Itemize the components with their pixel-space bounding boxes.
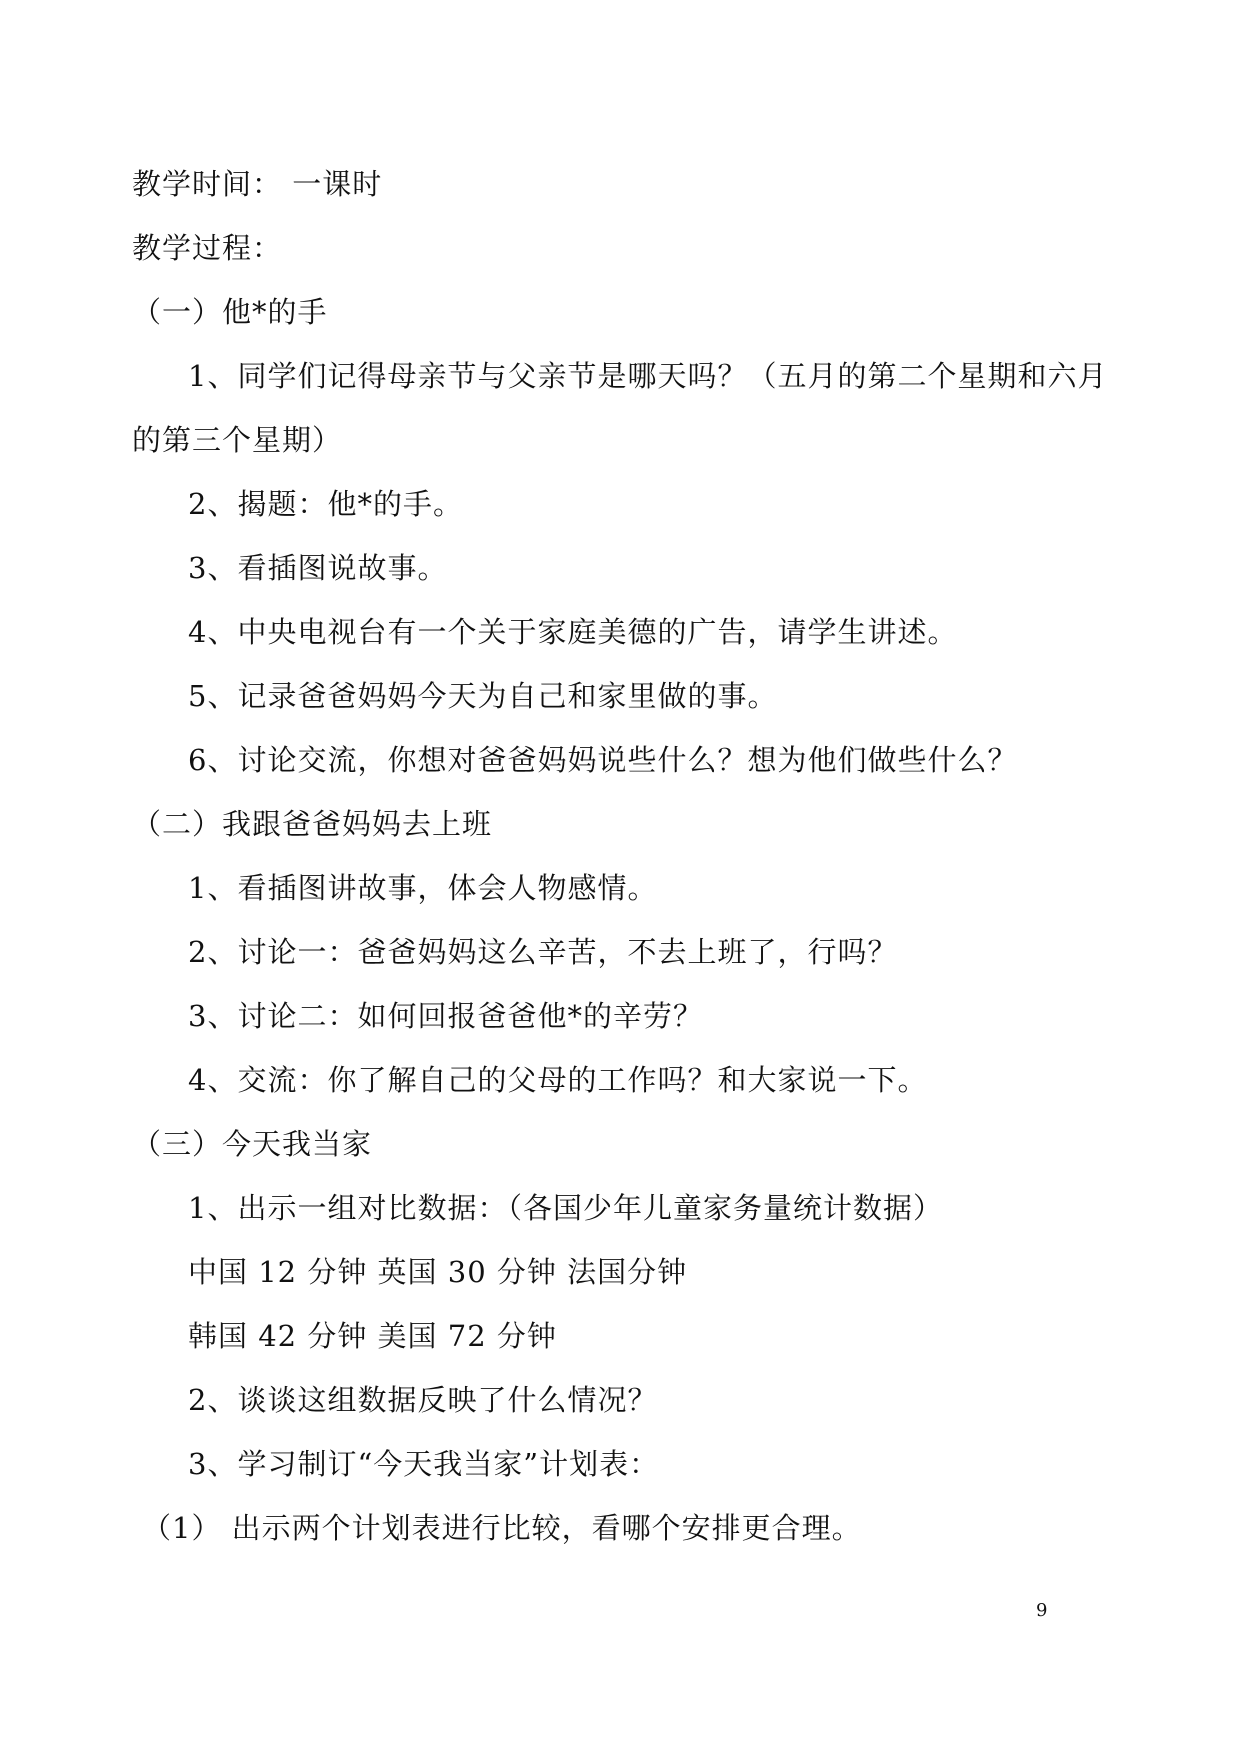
section-two-item-1: 1、看插图讲故事，体会人物感情。: [188, 871, 658, 905]
page-number: 9: [1036, 1600, 1048, 1621]
teaching-process-heading: 教学过程：: [132, 231, 283, 265]
section-one-heading: （一）他*的手: [132, 295, 328, 329]
teaching-time-line: 教学时间： 一课时: [132, 167, 383, 201]
section-one-item-5: 5、记录爸爸妈妈今天为自己和家里做的事。: [188, 679, 778, 713]
section-one-item-2: 2、揭题：他*的手。: [188, 487, 463, 521]
data-row-2: 韩国 42 分钟 美国 72 分钟: [188, 1319, 557, 1353]
section-three-heading: （三）今天我当家: [132, 1127, 373, 1161]
section-one-item-6: 6、讨论交流，你想对爸爸妈妈说些什么？想为他们做些什么？: [188, 743, 1018, 777]
section-one-item-1-continued: 的第三个星期）: [132, 423, 343, 457]
data-row-1: 中国 12 分钟 英国 30 分钟 法国分钟: [188, 1255, 688, 1289]
section-one-item-4: 4、中央电视台有一个关于家庭美德的广告，请学生讲述。: [188, 615, 958, 649]
section-two-item-3: 3、讨论二：如何回报爸爸他*的辛劳？: [188, 999, 703, 1033]
section-one-item-3: 3、看插图说故事。: [188, 551, 448, 585]
section-three-item-3: 3、学习制订“今天我当家”计划表：: [188, 1447, 660, 1481]
section-three-subitem-1: （1） 出示两个计划表进行比较，看哪个安排更合理。: [142, 1511, 862, 1545]
section-two-heading: （二）我跟爸爸妈妈去上班: [132, 807, 493, 841]
section-three-item-2: 2、谈谈这组数据反映了什么情况？: [188, 1383, 658, 1417]
section-two-item-2: 2、讨论一：爸爸妈妈这么辛苦，不去上班了，行吗？: [188, 935, 898, 969]
section-three-item-1: 1、出示一组对比数据：（各国少年儿童家务量统计数据）: [188, 1191, 943, 1225]
section-one-item-1: 1、同学们记得母亲节与父亲节是哪天吗？（五月的第二个星期和六月: [188, 359, 1108, 393]
section-two-item-4: 4、交流：你了解自己的父母的工作吗？和大家说一下。: [188, 1063, 928, 1097]
